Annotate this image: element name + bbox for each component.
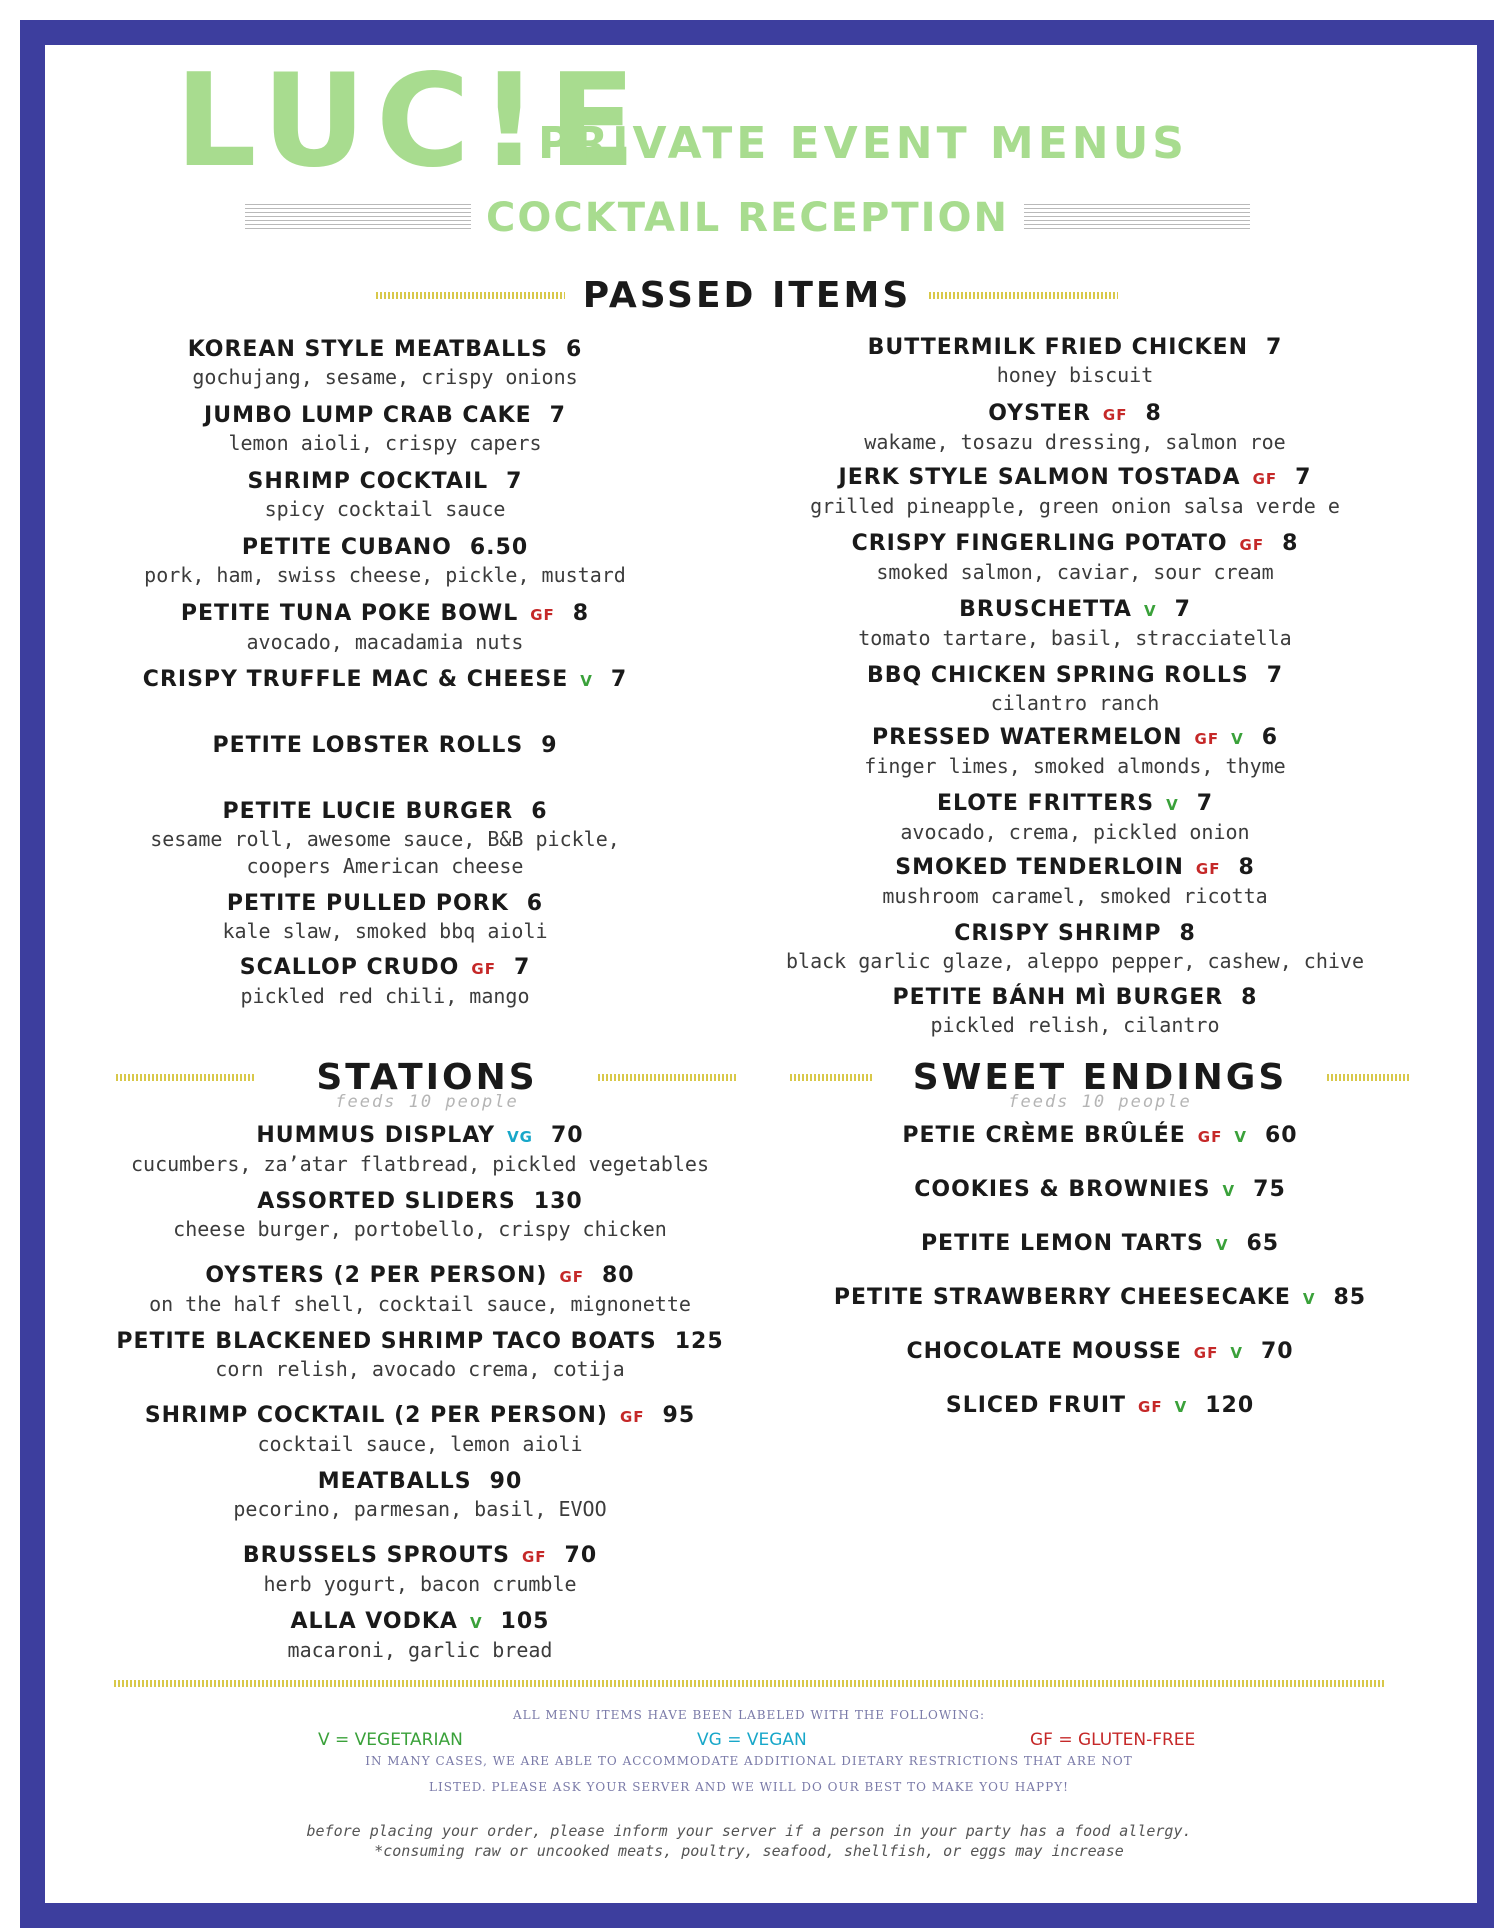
item-price: 7 (513, 955, 531, 980)
gluten-free-tag: GF (1193, 1344, 1219, 1362)
item-title (100, 1262, 740, 1291)
gluten-free-tag: GF (1102, 406, 1128, 424)
stations-column (100, 0, 740, 1680)
vegetarian-tag: V (580, 672, 593, 690)
item-price: 7 (1266, 663, 1283, 688)
item-price: 7 (506, 469, 523, 494)
vegan-tag: VG (507, 1128, 533, 1146)
item-title (100, 1188, 740, 1216)
item-name: SCALLOP CRUDO (239, 955, 460, 980)
item-name: PETITE TUNA POKE BOWL (180, 601, 519, 626)
item-name: PETITE PULLED PORK (226, 891, 509, 916)
subtitle: COCKTAIL RECEPTION (486, 195, 1009, 241)
item-name: PETITE BÁNH MÌ BURGER (892, 985, 1224, 1010)
item-name: PETITE LOBSTER ROLLS (212, 733, 524, 758)
section-title: SWEET ENDINGS (912, 1056, 1288, 1098)
vegetarian-tag: V (1302, 1290, 1316, 1308)
item-description: pork, ham, swiss cheese, pickle, mustard (144, 563, 626, 587)
gluten-free-tag: GF (1138, 1398, 1163, 1416)
gluten-free-tag: GF (521, 1548, 547, 1566)
item-price: 7 (549, 403, 566, 428)
menu-item (100, 1402, 740, 1458)
labels-note: ALL MENU ITEMS HAVE BEEN LABELED WITH THE FOLLOWING: (512, 1708, 986, 1722)
item-price: 130 (533, 1189, 583, 1214)
item-description: cucumbers, za’atar flatbread, pickled vegetables (131, 1152, 709, 1176)
item-price: 65 (1246, 1231, 1280, 1256)
vegetarian-tag: V (1234, 1128, 1247, 1146)
item-price: 60 (1264, 1123, 1298, 1148)
menu-item (790, 1176, 1410, 1205)
stations-feeds-note: feeds 10 people (335, 1092, 519, 1112)
item-price: 7 (1295, 465, 1312, 490)
item-price: 8 (1238, 855, 1255, 880)
item-name: PETITE LUCIE BURGER (222, 799, 514, 824)
item-description: smoked salmon, caviar, sour cream (876, 560, 1274, 584)
item-price: 70 (1260, 1339, 1294, 1364)
menu-item (100, 1188, 740, 1243)
allergy-disclaimer: before placing your order, please inform your server if a person in your party has a food allergy. (306, 1822, 1192, 1840)
item-description: mushroom caramel, smoked ricotta (882, 884, 1268, 908)
item-name: PETIE CRÈME BRÛLÉE (902, 1123, 1186, 1148)
gluten-free-tag: GF (1239, 536, 1265, 554)
item-description: pickled relish, cilantro (930, 1013, 1220, 1037)
restrictions-note-line2: LISTED. PLEASE ASK YOUR SERVER AND WE WILL DO OUR BEST TO MAKE YOU HAPPY! (429, 1780, 1069, 1794)
item-name: PETITE CUBANO (241, 535, 452, 560)
item-name: SLICED FRUIT (945, 1393, 1127, 1418)
item-title (100, 1468, 740, 1496)
sweet-endings-column (790, 0, 1410, 1440)
item-description: finger limes, smoked almonds, thyme (864, 754, 1286, 778)
item-title (100, 1122, 740, 1151)
item-description: spicy cocktail sauce (264, 497, 506, 521)
item-price: 70 (564, 1543, 598, 1568)
item-description: avocado, crema, pickled onion (900, 820, 1250, 844)
item-name: COOKIES & BROWNIES (914, 1177, 1211, 1202)
item-name: CRISPY FINGERLING POTATO (851, 531, 1228, 556)
item-description-line2: coopers American cheese (246, 854, 524, 878)
legend-vegan: VG = VEGAN (697, 1730, 807, 1750)
item-title (100, 1542, 740, 1571)
menu-item (100, 1122, 740, 1178)
vegetarian-tag: V (1166, 796, 1179, 814)
item-name: ALLA VODKA (290, 1609, 458, 1634)
item-price: 70 (551, 1123, 584, 1148)
menu-item (100, 1262, 740, 1318)
raw-food-disclaimer: *consuming raw or uncooked meats, poultry, seafood, shellfish, or eggs may increase (374, 1842, 1124, 1860)
item-name: PETITE STRAWBERRY CHEESECAKE (833, 1285, 1291, 1310)
vegetarian-tag: V (1230, 1344, 1243, 1362)
menu-item (790, 1122, 1410, 1151)
item-price: 6 (1261, 725, 1279, 750)
item-description: cilantro ranch (990, 691, 1160, 715)
item-price: 9 (541, 733, 558, 758)
item-name: BBQ CHICKEN SPRING ROLLS (867, 663, 1249, 688)
gluten-free-tag: GF (1197, 1128, 1223, 1146)
item-title (790, 1392, 1410, 1421)
gluten-free-tag: GF (471, 960, 496, 978)
item-name: KOREAN STYLE MEATBALLS (187, 337, 548, 362)
item-description: sesame roll, awesome sauce, B&B pickle, (150, 827, 620, 851)
item-name: MEATBALLS (317, 1469, 472, 1494)
gluten-free-tag: GF (1195, 860, 1221, 878)
item-price: 8 (1282, 531, 1299, 556)
item-name: PRESSED WATERMELON (871, 725, 1183, 750)
item-title (790, 1122, 1410, 1151)
item-name: CRISPY SHRIMP (954, 921, 1162, 946)
item-description: cocktail sauce, lemon aioli (257, 1432, 583, 1456)
item-description: macaroni, garlic bread (287, 1638, 553, 1662)
item-title (100, 1328, 740, 1356)
item-price: 85 (1333, 1285, 1367, 1310)
menu-item (790, 1338, 1410, 1367)
item-name: OYSTERS (2 PER PERSON) (205, 1263, 548, 1288)
item-name: PETITE LEMON TARTS (920, 1231, 1204, 1256)
item-description: black garlic glaze, aleppo pepper, cashew, chive (786, 949, 1364, 973)
item-description: pecorino, parmesan, basil, EVOO (233, 1497, 607, 1521)
item-description: corn relish, avocado crema, cotija (215, 1357, 625, 1381)
item-name: CHOCOLATE MOUSSE (906, 1339, 1182, 1364)
vegetarian-tag: V (1222, 1182, 1236, 1200)
item-name: ELOTE FRITTERS (936, 791, 1155, 816)
item-title (100, 1402, 740, 1431)
section-title: PASSED ITEMS (582, 274, 912, 316)
item-price: 90 (489, 1469, 523, 1494)
vegetarian-tag: V (1231, 730, 1244, 748)
legend-gluten-free: GF = GLUTEN-FREE (1030, 1730, 1196, 1750)
vegetarian-tag: V (1174, 1398, 1188, 1416)
item-price: 7 (1196, 791, 1214, 816)
vegetarian-tag: V (1215, 1236, 1229, 1254)
item-name: ASSORTED SLIDERS (257, 1189, 516, 1214)
restrictions-note-line1: IN MANY CASES, WE ARE ABLE TO ACCOMMODATE ADDITIONAL DIETARY RESTRICTIONS THAT ARE NOT (365, 1754, 1133, 1768)
item-price: 8 (1179, 921, 1196, 946)
item-name: HUMMUS DISPLAY (256, 1123, 496, 1148)
gluten-free-tag: GF (559, 1268, 584, 1286)
item-description: wakame, tosazu dressing, salmon roe (864, 430, 1286, 454)
item-price: 6 (565, 337, 583, 362)
logo: LUC!E (175, 47, 646, 196)
item-description: cheese burger, portobello, crispy chicken (173, 1217, 667, 1241)
item-title (790, 1176, 1410, 1205)
item-price: 80 (602, 1263, 635, 1288)
item-title (790, 1230, 1410, 1259)
item-description: grilled pineapple, green onion salsa verde e (810, 494, 1340, 518)
menu-item (100, 1468, 740, 1523)
item-price: 6.50 (469, 535, 529, 560)
item-description: on the half shell, cocktail sauce, mignonette (149, 1292, 691, 1316)
item-price: 6 (531, 799, 548, 824)
item-description: pickled red chili, mango (240, 984, 530, 1008)
item-price: 7 (610, 667, 628, 692)
menu-item (790, 1230, 1410, 1259)
item-description: gochujang, sesame, crispy onions (192, 365, 578, 389)
menu-item (100, 1542, 740, 1598)
vegetarian-tag: V (469, 1614, 483, 1632)
item-name: PETITE BLACKENED SHRIMP TACO BOATS (116, 1329, 657, 1354)
item-price: 125 (674, 1329, 724, 1354)
item-title (790, 1338, 1410, 1367)
item-price: 8 (1241, 985, 1258, 1010)
item-description: avocado, macadamia nuts (246, 630, 524, 654)
item-price: 75 (1253, 1177, 1286, 1202)
item-title (100, 1608, 740, 1637)
item-name: OYSTER (988, 401, 1091, 426)
item-name: JERK STYLE SALMON TOSTADA (838, 465, 1241, 490)
menu-item (790, 1284, 1410, 1313)
item-name: BRUSCHETTA (959, 597, 1132, 622)
gluten-free-tag: GF (530, 606, 555, 624)
item-description: lemon aioli, crispy capers (228, 431, 542, 455)
item-price: 6 (526, 891, 544, 916)
item-price: 8 (572, 601, 590, 626)
sweets-feeds-note: feeds 10 people (1008, 1092, 1192, 1112)
item-price: 105 (500, 1609, 550, 1634)
item-name: SMOKED TENDERLOIN (895, 855, 1184, 880)
item-name: SHRIMP COCKTAIL (247, 469, 489, 494)
menu-item (100, 1328, 740, 1383)
item-description: honey biscuit (996, 363, 1154, 387)
item-name: SHRIMP COCKTAIL (2 PER PERSON) (144, 1403, 608, 1428)
item-name: JUMBO LUMP CRAB CAKE (204, 403, 532, 428)
item-price: 95 (662, 1403, 696, 1428)
vegetarian-tag: V (1143, 602, 1157, 620)
legend-vegetarian: V = VEGETARIAN (318, 1730, 463, 1750)
page-title: PRIVATE EVENT MENUS (538, 118, 1188, 169)
item-description: kale slaw, smoked bbq aioli (222, 919, 548, 943)
item-price: 8 (1145, 401, 1162, 426)
item-title (790, 1284, 1410, 1313)
section-title: STATIONS (316, 1056, 538, 1098)
item-price: 7 (1266, 335, 1283, 360)
gluten-free-tag: GF (619, 1408, 645, 1426)
item-price: 120 (1205, 1393, 1255, 1418)
footer-divider (114, 1680, 1384, 1687)
item-name: CRISPY TRUFFLE MAC & CHEESE (142, 667, 569, 692)
item-description: tomato tartare, basil, stracciatella (858, 626, 1292, 650)
menu-item (790, 1392, 1410, 1421)
gluten-free-tag: GF (1252, 470, 1278, 488)
menu-item (100, 1608, 740, 1664)
item-description: herb yogurt, bacon crumble (263, 1572, 577, 1596)
item-price: 7 (1174, 597, 1191, 622)
gluten-free-tag: GF (1194, 730, 1220, 748)
item-name: BUTTERMILK FRIED CHICKEN (867, 335, 1249, 360)
item-name: BRUSSELS SPROUTS (242, 1543, 510, 1568)
